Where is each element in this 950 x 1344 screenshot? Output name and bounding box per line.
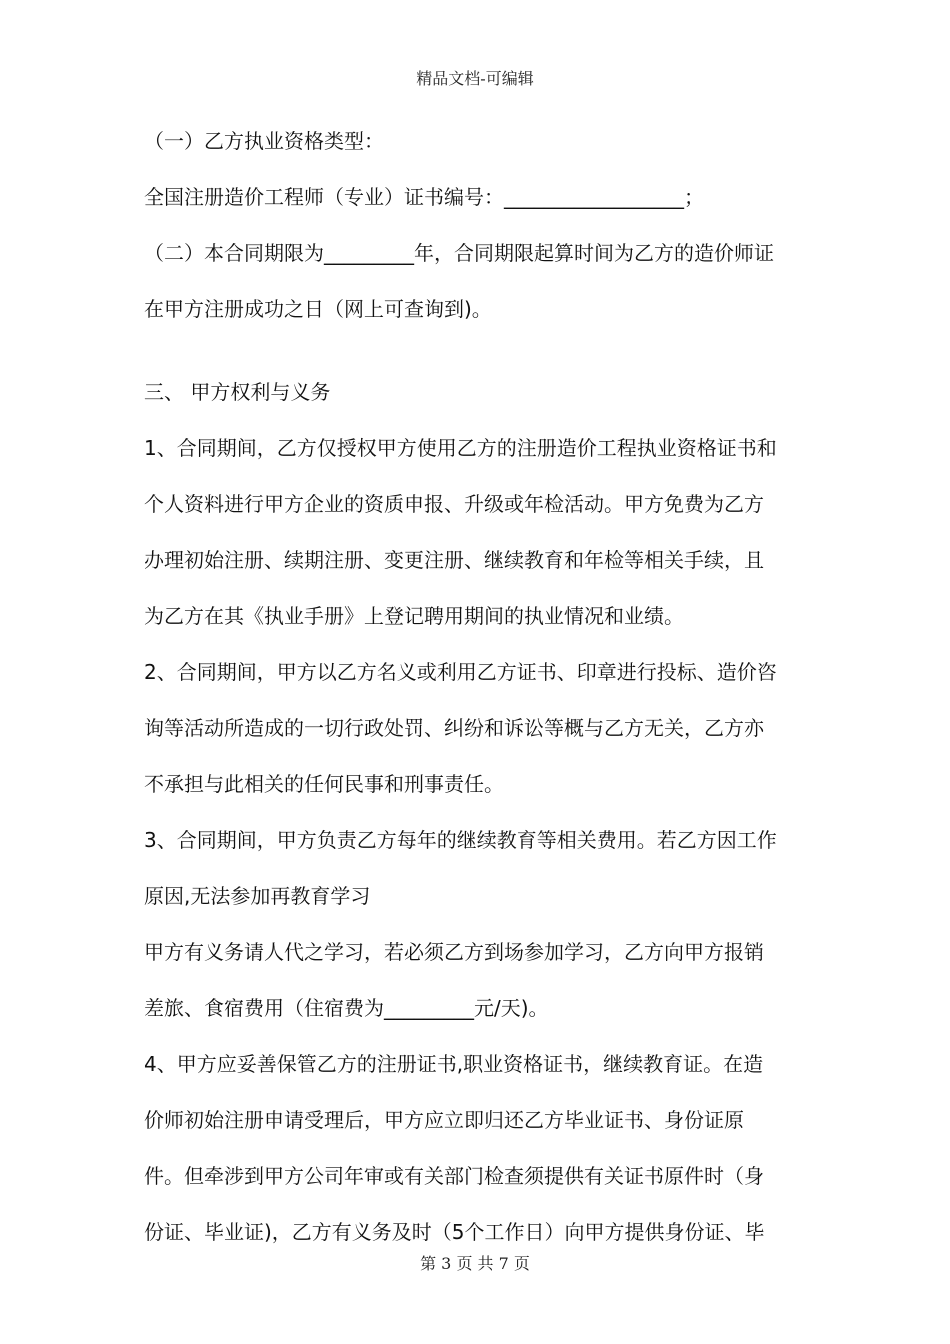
page-header: 精品文档-可编辑 bbox=[416, 69, 534, 88]
text-line: 份证、毕业证)，乙方有义务及时（5个工作日）向甲方提供身份证、毕 bbox=[144, 1220, 765, 1244]
text-line: 原因,无法参加再教育学习 bbox=[144, 884, 371, 908]
text-line: 4、甲方应妥善保管乙方的注册证书,职业资格证书，继续教育证。在造 bbox=[144, 1052, 764, 1076]
text-line: 3、合同期间，甲方负责乙方每年的继续教育等相关费用。若乙方因工作 bbox=[144, 828, 777, 852]
text-line: 件。但牵涉到甲方公司年审或有关部门检查须提供有关证书原件时（身 bbox=[144, 1164, 764, 1188]
text-line: （二）本合同期限为_________年，合同期限起算时间为乙方的造价师证 bbox=[144, 241, 774, 265]
text-line: 价师初始注册申请受理后，甲方应立即归还乙方毕业证书、身份证原 bbox=[144, 1108, 744, 1132]
text-line: 1、合同期间，乙方仅授权甲方使用乙方的注册造价工程执业资格证书和 bbox=[144, 436, 777, 460]
text-line: 办理初始注册、续期注册、变更注册、继续教育和年检等相关手续，且 bbox=[144, 548, 764, 572]
text-line: 为乙方在其《执业手册》上登记聘用期间的执业情况和业绩。 bbox=[144, 604, 684, 628]
text-line: 甲方有义务请人代之学习，若必须乙方到场参加学习，乙方向甲方报销 bbox=[144, 940, 764, 964]
text-line: 不承担与此相关的任何民事和刑事责任。 bbox=[144, 772, 504, 796]
document-body bbox=[144, 113, 824, 1260]
text-line: 询等活动所造成的一切行政处罚、纠纷和诉讼等概与乙方无关，乙方亦 bbox=[144, 716, 764, 740]
text-line: 2、合同期间，甲方以乙方名义或利用乙方证书、印章进行投标、造价咨 bbox=[144, 660, 777, 684]
text-line: （一）乙方执业资格类型： bbox=[144, 129, 384, 153]
text-line: 差旅、食宿费用（住宿费为_________元/天)。 bbox=[144, 996, 549, 1020]
text-line: 全国注册造价工程师（专业）证书编号：__________________； bbox=[144, 185, 704, 209]
text-line: 个人资料进行甲方企业的资质申报、升级或年检活动。甲方免费为乙方 bbox=[144, 492, 764, 516]
section-heading: 三、 甲方权利与义务 bbox=[144, 380, 331, 404]
text-line: 在甲方注册成功之日（网上可查询到)。 bbox=[144, 297, 492, 321]
page-number: 第 3 页 共 7 页 bbox=[420, 1254, 530, 1273]
